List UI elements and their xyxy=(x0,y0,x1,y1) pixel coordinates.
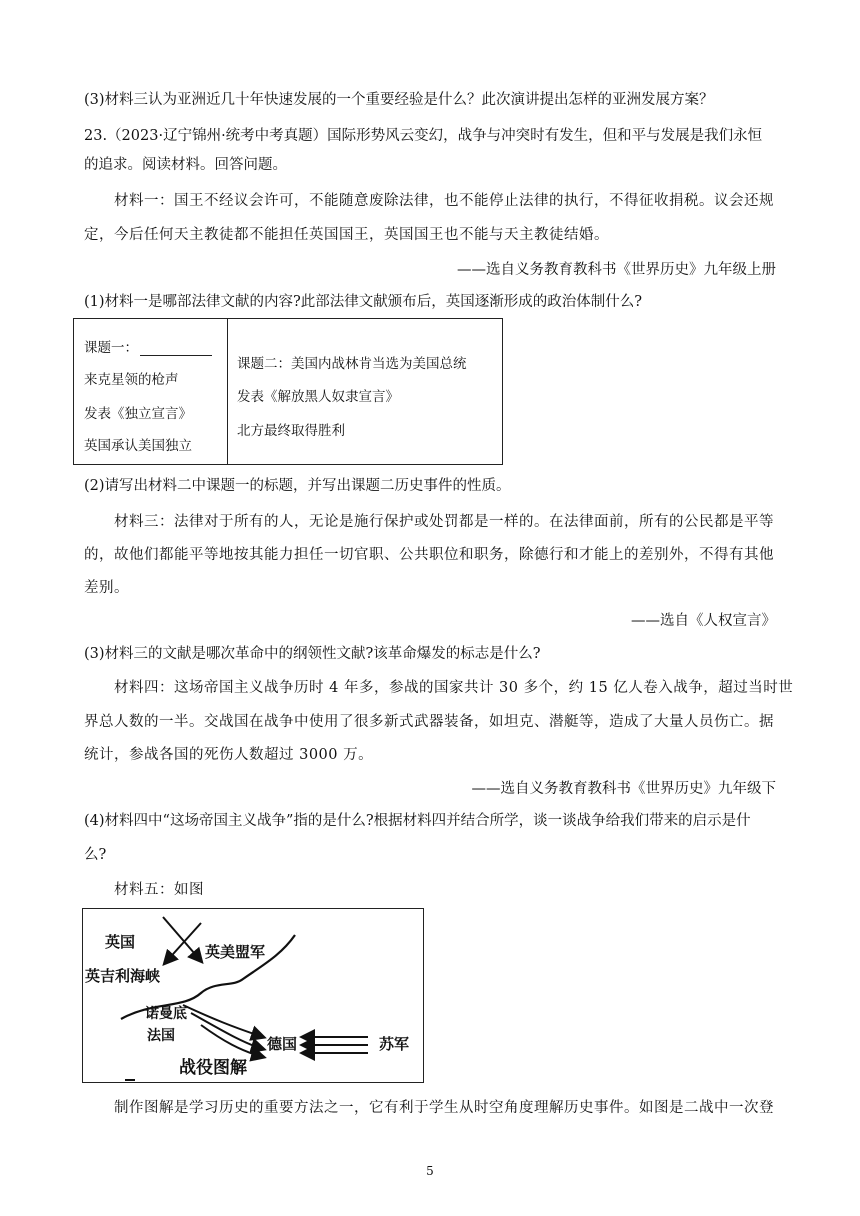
question1: (1)材料一是哪部法律文献的内容?此部法律文献颁布后，英国逐渐形成的政治体制什么? xyxy=(84,294,643,310)
material3-line3: 差别。 xyxy=(84,580,129,596)
arrow-uk-cross-1 xyxy=(163,917,201,961)
topic1-item: 来克星领的枪声 xyxy=(84,372,179,388)
material1-line1: 材料一：国王不经议会许可，不能随意废除法律，也不能停止法律的执行，不得征收捐税。议会还规 xyxy=(114,193,774,209)
topic1-title-cell xyxy=(84,336,212,356)
map-label-germany: 德国 xyxy=(267,1035,298,1053)
material1-line2: 定，今后任何天主教徒都不能担任英国国王，英国国王也不能与天主教徒结婚。 xyxy=(84,227,609,243)
arrow-uk-cross-2 xyxy=(165,923,201,963)
material5-label: 材料五：如图 xyxy=(114,882,204,898)
map-label-soviet: 苏军 xyxy=(379,1035,410,1053)
arrow-normandy-to-germany-2 xyxy=(191,1013,263,1049)
q23-heading-line1: 23.（2023·辽宁锦州·统考中考真题）国际形势风云变幻，战争与冲突时有发生，但和平与发展是我们永恒 xyxy=(84,128,763,144)
question4-line2: 么? xyxy=(84,847,107,863)
material1-source: ——选自义务教育教科书《世界历史》九年级上册 xyxy=(457,262,776,278)
material3-line2: 的，故他们都能平等地按其能力担任一切官职、公共职位和职务，除德行和才能上的差别外，不得有其他 xyxy=(84,547,774,563)
material4-source: ——选自义务教育教科书《世界历史》九年级下 xyxy=(471,781,776,797)
map-label-allies: 英美盟军 xyxy=(205,943,266,961)
arrow-normandy-to-germany-1 xyxy=(183,1005,263,1037)
material5-description: 制作图解是学习历史的重要方法之一，它有利于学生从时空角度理解历史事件。如图是二战中一次登 xyxy=(114,1100,774,1116)
topic2-item: 北方最终取得胜利 xyxy=(237,423,345,439)
q23-heading-line2: 的追求。阅读材料。回答问题。 xyxy=(84,157,287,173)
table-divider xyxy=(227,319,228,464)
topic-table xyxy=(73,318,503,465)
topic1-item: 英国承认美国独立 xyxy=(84,438,192,454)
topic2-title: 课题二：美国内战林肯当选为美国总统 xyxy=(237,356,467,372)
page-number: 5 xyxy=(426,1164,434,1178)
material3-line1: 材料三：法律对于所有的人，无论是施行保护或处罚都是一样的。在法律面前，所有的公民都是平等 xyxy=(114,514,774,530)
topic1-blank xyxy=(140,341,212,356)
question3: (3)材料三的文献是哪次革命中的纲领性文献?该革命爆发的标志是什么? xyxy=(84,646,541,662)
topic1-item: 发表《独立宣言》 xyxy=(84,406,192,422)
map-label-normandy: 诺曼底 xyxy=(145,1006,187,1022)
topic1-label: 课题一： xyxy=(84,340,138,356)
material4-line3: 统计，参战各国的死伤人数超过 3000 万。 xyxy=(84,747,374,763)
question4-line1: (4)材料四中“这场帝国主义战争”指的是什么?根据材料四并结合所学，谈一谈战争给我们带来的启示是什 xyxy=(84,813,751,829)
battle-map xyxy=(82,908,424,1083)
topic2-item: 发表《解放黑人奴隶宣言》 xyxy=(237,389,399,405)
map-label-channel: 英吉利海峡 xyxy=(85,967,161,985)
material3-source: ——选自《人权宣言》 xyxy=(631,613,776,629)
material4-line1: 材料四：这场帝国主义战争历时 4 年多，参战的国家共计 30 多个，约 15 亿人卷入战争，超过当时世 xyxy=(114,680,794,696)
map-caption: 战役图解 xyxy=(179,1058,247,1078)
material4-line2: 界总人数的一半。交战国在战争中使用了很多新式武器装备，如坦克、潜艇等，造成了大量人员伤亡。据 xyxy=(84,714,774,730)
question2: (2)请写出材料二中课题一的标题，并写出课题二历史事件的性质。 xyxy=(84,478,511,494)
map-label-france: 法国 xyxy=(147,1028,175,1044)
map-label-uk: 英国 xyxy=(105,933,136,951)
q22-part3: (3)材料三认为亚洲近几十年快速发展的一个重要经验是什么？此次演讲提出怎样的亚洲发展方案？ xyxy=(84,92,714,108)
